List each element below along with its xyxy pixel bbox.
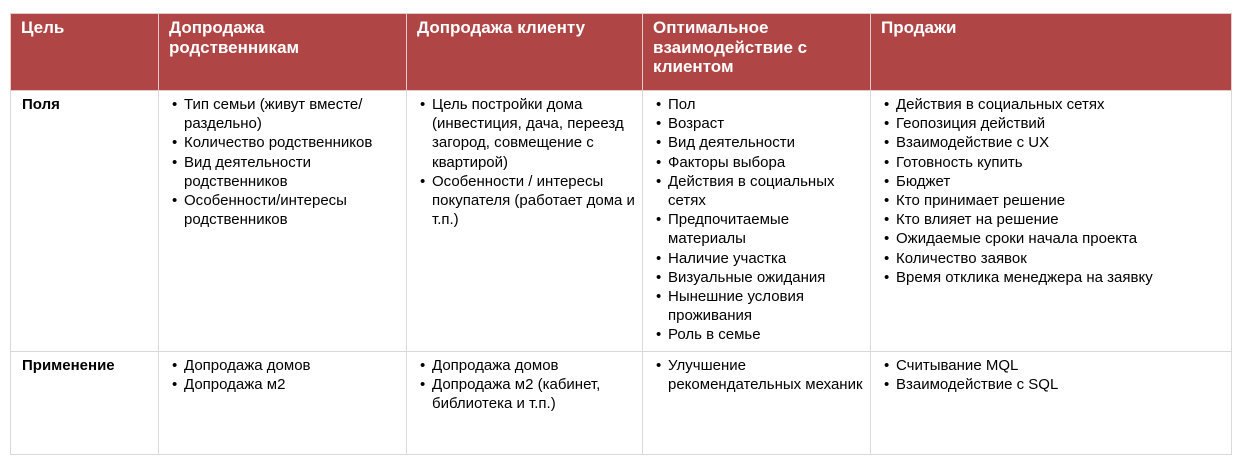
list-item-text: Действия в социальных сетях bbox=[896, 96, 1105, 113]
list-item bbox=[417, 172, 636, 230]
list-item bbox=[881, 229, 1225, 248]
list-item-text: Время отклика менеджера на заявку bbox=[896, 268, 1153, 286]
list-item-text: Особенности/интересы родственников bbox=[184, 192, 347, 229]
list-item bbox=[169, 133, 400, 152]
application-upsell-relatives-cell bbox=[159, 352, 407, 455]
list-item-text: Допродажа м2 (кабинет, библиотека и т.п.) bbox=[432, 376, 601, 413]
fields-sales-cell bbox=[871, 91, 1232, 352]
list-item bbox=[881, 95, 1225, 114]
bullet-icon: • bbox=[656, 134, 662, 152]
list-item-text: Факторы выбора bbox=[668, 153, 786, 171]
bullet-icon: • bbox=[884, 268, 890, 286]
list-item bbox=[881, 191, 1225, 210]
row-label-application: Применение bbox=[11, 352, 159, 455]
list-item-text: Вид деятельности родственников bbox=[184, 153, 312, 190]
bullet-icon: • bbox=[656, 357, 662, 374]
fields-upsell-relatives-cell bbox=[159, 91, 407, 352]
list-item bbox=[653, 172, 864, 210]
list-item bbox=[417, 95, 636, 172]
list-item-text: Визуальные ожидания bbox=[668, 268, 826, 286]
list-item-text: Количество заявок bbox=[896, 249, 1027, 267]
list-item-text: Количество родственников bbox=[184, 134, 373, 152]
bullet-icon: • bbox=[884, 153, 890, 171]
list-item-text: Роль в семье bbox=[668, 326, 761, 344]
header-row bbox=[11, 14, 1232, 91]
list-item bbox=[653, 133, 864, 152]
bullet-icon: • bbox=[420, 357, 426, 374]
list-item-text: Взаимодействие с UX bbox=[896, 134, 1050, 152]
bullet-icon: • bbox=[656, 211, 662, 229]
list-item bbox=[169, 356, 400, 375]
application-upsell-client-cell bbox=[407, 352, 643, 455]
list-item-text: Возраст bbox=[668, 115, 725, 133]
bullet-icon: • bbox=[884, 134, 890, 152]
list-item-text: Улучшение рекомендательных механик bbox=[668, 357, 863, 394]
list-item-text: Нынешние условия проживания bbox=[668, 288, 805, 325]
bullet-icon: • bbox=[656, 153, 662, 171]
fields-upsell-client-cell bbox=[407, 91, 643, 352]
list-item bbox=[653, 287, 864, 325]
bullet-list bbox=[881, 95, 1225, 287]
goals-table-container bbox=[10, 13, 1231, 455]
goals-table bbox=[10, 13, 1232, 455]
bullet-list bbox=[417, 356, 636, 414]
list-item bbox=[653, 95, 864, 114]
list-item bbox=[653, 325, 864, 344]
bullet-icon: • bbox=[884, 249, 890, 267]
list-item bbox=[881, 114, 1225, 133]
list-item-text: Геопозиция действий bbox=[896, 115, 1046, 133]
list-item bbox=[881, 249, 1225, 268]
bullet-icon: • bbox=[884, 172, 890, 190]
list-item-text: Предпочитаемые материалы bbox=[668, 211, 790, 248]
list-item-text: Вид деятельности bbox=[668, 134, 796, 152]
bullet-icon: • bbox=[172, 153, 178, 171]
list-item bbox=[417, 375, 636, 413]
bullet-icon: • bbox=[656, 288, 662, 306]
bullet-icon: • bbox=[656, 249, 662, 267]
list-item-text: Готовность купить bbox=[896, 153, 1023, 171]
header-upsell-relatives: Допродажа родственникам bbox=[159, 14, 407, 91]
list-item-text: Пол bbox=[668, 96, 696, 113]
bullet-icon: • bbox=[656, 96, 662, 113]
list-item bbox=[881, 356, 1225, 375]
application-optimal-interaction-cell bbox=[643, 352, 871, 455]
fields-optimal-interaction-cell bbox=[643, 91, 871, 352]
header-optimal-interaction: Оптимальное взаимодействие с клиентом bbox=[643, 14, 871, 91]
header-upsell-client: Допродажа клиенту bbox=[407, 14, 643, 91]
list-item-text: Взаимодействие с SQL bbox=[896, 376, 1059, 394]
list-item-text: Тип семьи (живут вместе/раздельно) bbox=[184, 96, 363, 133]
list-item bbox=[653, 356, 864, 394]
bullet-list bbox=[653, 95, 864, 345]
bullet-icon: • bbox=[420, 376, 426, 394]
bullet-icon: • bbox=[656, 172, 662, 190]
bullet-list bbox=[417, 95, 636, 229]
bullet-icon: • bbox=[884, 357, 890, 374]
bullet-list bbox=[653, 356, 864, 394]
bullet-list bbox=[169, 95, 400, 229]
list-item-text: Считывание MQL bbox=[896, 357, 1019, 374]
list-item bbox=[169, 95, 400, 133]
header-goal: Цель bbox=[11, 14, 159, 91]
list-item-text: Наличие участка bbox=[668, 249, 787, 267]
list-item-text: Действия в социальных сетях bbox=[668, 172, 835, 210]
bullet-icon: • bbox=[884, 96, 890, 113]
list-item bbox=[169, 191, 400, 229]
list-item bbox=[653, 249, 864, 268]
bullet-icon: • bbox=[656, 326, 662, 344]
list-item bbox=[169, 153, 400, 191]
bullet-icon: • bbox=[884, 230, 890, 248]
bullet-icon: • bbox=[172, 192, 178, 210]
list-item bbox=[653, 114, 864, 133]
list-item bbox=[417, 356, 636, 375]
application-sales-cell bbox=[871, 352, 1232, 455]
list-item bbox=[881, 268, 1225, 287]
bullet-icon: • bbox=[884, 376, 890, 394]
row-label-fields: Поля bbox=[11, 91, 159, 352]
bullet-icon: • bbox=[884, 211, 890, 229]
list-item bbox=[653, 153, 864, 172]
bullet-icon: • bbox=[172, 376, 178, 394]
list-item bbox=[653, 268, 864, 287]
list-item-text: Кто влияет на решение bbox=[896, 211, 1059, 229]
bullet-icon: • bbox=[884, 192, 890, 210]
list-item-text: Ожидаемые сроки начала проекта bbox=[896, 230, 1138, 248]
fields-row bbox=[11, 91, 1232, 352]
list-item-text: Допродажа м2 bbox=[184, 376, 286, 394]
list-item-text: Допродажа домов bbox=[432, 357, 559, 374]
list-item bbox=[881, 375, 1225, 394]
list-item bbox=[881, 172, 1225, 191]
bullet-icon: • bbox=[884, 115, 890, 133]
list-item bbox=[881, 133, 1225, 152]
list-item bbox=[169, 375, 400, 394]
bullet-list bbox=[169, 356, 400, 394]
list-item-text: Кто принимает решение bbox=[896, 192, 1066, 210]
bullet-icon: • bbox=[420, 96, 426, 113]
list-item-text: Бюджет bbox=[896, 172, 951, 190]
list-item-text: Цель постройки дома (инвестиция, дача, переезд загород, совмещение с квартирой) bbox=[432, 96, 624, 171]
bullet-icon: • bbox=[172, 134, 178, 152]
bullet-icon: • bbox=[172, 357, 178, 374]
list-item-text: Допродажа домов bbox=[184, 357, 311, 374]
list-item bbox=[881, 210, 1225, 229]
application-row bbox=[11, 352, 1232, 455]
list-item bbox=[881, 153, 1225, 172]
list-item bbox=[653, 210, 864, 248]
bullet-icon: • bbox=[172, 96, 178, 113]
header-sales: Продажи bbox=[871, 14, 1232, 91]
list-item-text: Особенности / интересы покупателя (работает дома и т.п.) bbox=[432, 172, 635, 229]
bullet-icon: • bbox=[656, 268, 662, 286]
bullet-icon: • bbox=[420, 172, 426, 190]
bullet-list bbox=[881, 356, 1225, 394]
bullet-icon: • bbox=[656, 115, 662, 133]
